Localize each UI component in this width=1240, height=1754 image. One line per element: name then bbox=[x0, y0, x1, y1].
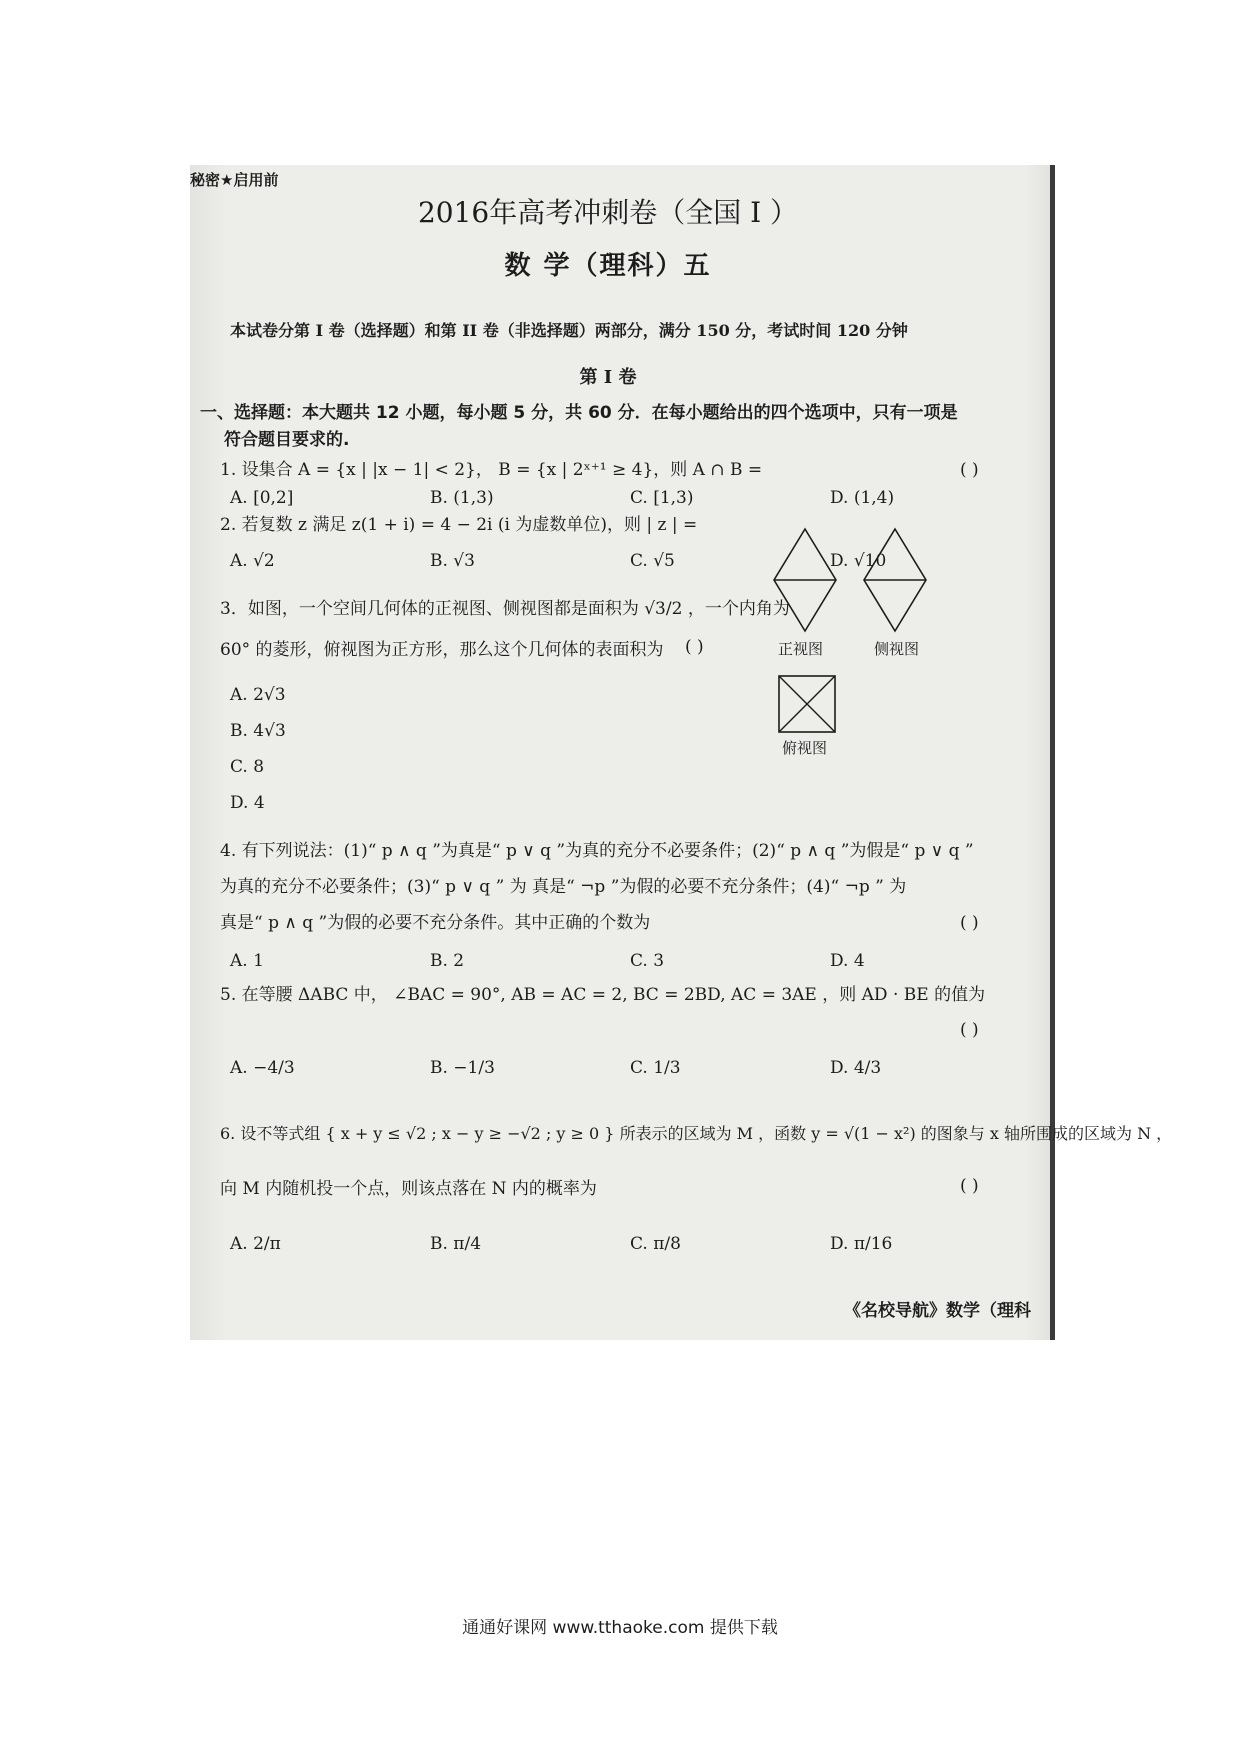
question-3-text-line2: 60° 的菱形，俯视图为正方形，那么这个几何体的表面积为 bbox=[220, 640, 664, 660]
question-5-option-d: D. 4/3 bbox=[830, 1058, 882, 1078]
question-1-text: 1. 设集合 A = {x | |x − 1| < 2}， B = {x | 2ˣ⁺¹ ≥ 4}，则 A ∩ B = bbox=[220, 460, 763, 480]
side-view-caption: 侧视图 bbox=[874, 640, 920, 658]
top-view-caption: 俯视图 bbox=[782, 739, 828, 757]
front-view-caption: 正视图 bbox=[778, 640, 824, 658]
exam-subtitle: 数 学（理科）五 bbox=[504, 251, 712, 281]
question-2-option-a: A. √2 bbox=[230, 551, 275, 571]
question-6-option-c: C. π/8 bbox=[630, 1234, 681, 1254]
top-view-square-figure bbox=[778, 675, 836, 733]
download-footer: 通通好课网 www.tthaoke.com 提供下载 bbox=[462, 1618, 778, 1638]
scanned-exam-page bbox=[190, 165, 1173, 1340]
question-4-text-line2: 为真的充分不必要条件；(3)“ p ∨ q ” 为 真是“ ¬p ”为假的必要不充分条件；(4)“ ¬p ” 为 bbox=[220, 877, 907, 897]
question-4-option-a: A. 1 bbox=[230, 951, 264, 971]
question-6-text-line2: 向 M 内随机投一个点，则该点落在 N 内的概率为 bbox=[220, 1179, 597, 1199]
question-2-option-c: C. √5 bbox=[630, 551, 675, 571]
exam-intro: 本试卷分第 I 卷（选择题）和第 II 卷（非选择题）两部分，满分 150 分，考试时间 120 分钟 bbox=[230, 321, 908, 340]
side-view-rhombus-figure bbox=[862, 527, 928, 633]
question-4-answer-paren: ( ) bbox=[960, 913, 979, 933]
question-4-option-b: B. 2 bbox=[430, 951, 465, 971]
question-3-text-line1: 3．如图，一个空间几何体的正视图、侧视图都是面积为 √3/2 ，一个内角为 bbox=[220, 599, 790, 619]
section-heading-line1: 一、选择题：本大题共 12 小题，每小题 5 分，共 60 分．在每小题给出的四个选项中，只有一项是 bbox=[200, 403, 958, 423]
question-1-option-b: B. (1,3) bbox=[430, 488, 494, 508]
question-5-option-b: B. −1/3 bbox=[430, 1058, 495, 1078]
question-1-option-c: C. [1,3) bbox=[630, 488, 694, 508]
question-6-option-b: B. π/4 bbox=[430, 1234, 482, 1254]
question-1-option-d: D. (1,4) bbox=[830, 488, 895, 508]
question-4-option-d: D. 4 bbox=[830, 951, 865, 971]
question-3-option-b: B. 4√3 bbox=[230, 721, 286, 741]
question-2-option-d: D. √10 bbox=[830, 551, 887, 571]
question-6-text-line1: 6. 设不等式组 { x + y ≤ √2 ; x − y ≥ −√2 ; y ≥ 0 } 所表示的区域为 M ，函数 y = √(1 − x²) 的图象与 x 轴所围成的区域为 N ， bbox=[220, 1124, 1173, 1143]
question-6-answer-paren: ( ) bbox=[960, 1176, 979, 1196]
question-5-option-a: A. −4/3 bbox=[230, 1058, 295, 1078]
section-heading-line2: 符合题目要求的. bbox=[224, 430, 350, 450]
question-6-option-d: D. π/16 bbox=[830, 1234, 893, 1254]
question-5-option-c: C. 1/3 bbox=[630, 1058, 681, 1078]
bleed-through-left bbox=[190, 165, 224, 1340]
question-2-option-b: B. √3 bbox=[430, 551, 475, 571]
question-2-text: 2. 若复数 z 满足 z(1 + i) = 4 − 2i (i 为虚数单位)，则 | z | = bbox=[220, 515, 698, 535]
question-4-text-line3: 真是“ p ∧ q ”为假的必要不充分条件。其中正确的个数为 bbox=[220, 913, 651, 933]
question-5-answer-paren: ( ) bbox=[960, 1020, 979, 1040]
question-4-text-line1: 4. 有下列说法：(1)“ p ∧ q ”为真是“ p ∨ q ”为真的充分不必要条件；(2)“ p ∧ q ”为假是“ p ∨ q ” bbox=[220, 841, 974, 861]
question-3-option-a: A. 2√3 bbox=[230, 685, 286, 705]
series-footer: 《名校导航》数学（理科 bbox=[844, 1301, 1031, 1321]
question-3-answer-paren: ( ) bbox=[685, 637, 704, 657]
question-1-answer-paren: ( ) bbox=[960, 460, 979, 480]
exam-title: 2016年高考冲刺卷（全国 I ） bbox=[417, 196, 799, 229]
question-3-option-d: D. 4 bbox=[230, 793, 265, 813]
question-1-option-a: A. [0,2] bbox=[230, 488, 294, 508]
scan-edge bbox=[1050, 165, 1055, 1340]
question-3-option-c: C. 8 bbox=[230, 757, 265, 777]
question-5-text: 5. 在等腰 ΔABC 中， ∠BAC = 90°, AB = AC = 2, BC = 2BD, AC = 3AE ，则 AD · BE 的值为 bbox=[220, 985, 986, 1005]
question-4-option-c: C. 3 bbox=[630, 951, 665, 971]
part-heading: 第 I 卷 bbox=[579, 367, 637, 388]
front-view-rhombus-figure bbox=[772, 527, 838, 633]
secret-label: 秘密★启用前 bbox=[190, 171, 279, 189]
question-6-option-a: A. 2/π bbox=[230, 1234, 281, 1254]
